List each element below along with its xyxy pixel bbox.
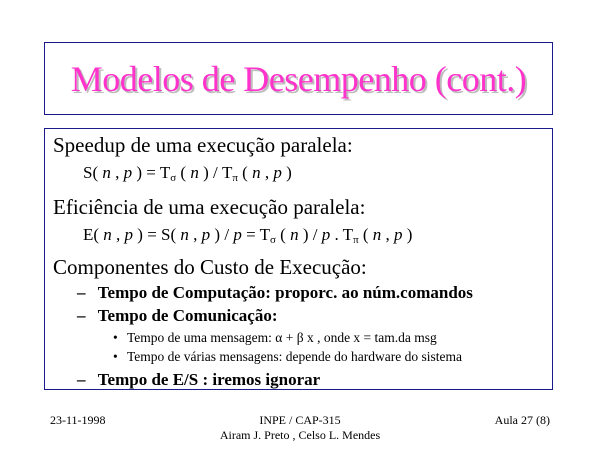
formula-efficiency <box>83 225 412 246</box>
dash-mark: – <box>77 370 86 389</box>
formula-subscript: σ <box>269 234 276 246</box>
item-text: Tempo de Comunicação: <box>97 306 278 325</box>
formula-var: n <box>372 225 382 244</box>
formula-var: p <box>394 225 403 244</box>
list-item-communication <box>77 306 278 326</box>
formula-text: ) / T <box>203 163 233 182</box>
formula-subscript: σ <box>170 172 177 184</box>
formula-var: n <box>290 225 299 244</box>
title-box <box>44 42 553 115</box>
formula-text: ) / <box>302 225 318 244</box>
slide-title: Modelos de Desempenho (cont.) <box>70 58 527 99</box>
formula-text: E( <box>83 225 100 244</box>
formula-text: , <box>115 163 120 182</box>
formula-text: = T <box>246 225 270 244</box>
dash-mark: – <box>77 306 86 325</box>
item-text: Tempo de E/S : iremos ignorar <box>97 370 321 389</box>
formula-var: n <box>180 225 189 244</box>
dash-mark: – <box>77 283 86 302</box>
formula-text: ) = T <box>136 163 171 182</box>
list-item-msg-single <box>113 330 437 346</box>
item-text: Tempo de Computação: proporc. ao núm.comandos <box>97 283 473 302</box>
heading-speedup: Speedup de uma execução paralela: <box>53 133 353 157</box>
formula-var: n <box>102 163 111 182</box>
item-text: Tempo de várias mensagens: depende do hardware do sistema <box>127 349 462 364</box>
formula-var: p <box>124 225 134 244</box>
formula-text: , <box>264 163 270 182</box>
formula-var: n <box>190 163 199 182</box>
footer-lecture: Aula 27 (8) <box>494 413 550 427</box>
heading-efficiency: Eficiência de uma execução paralela: <box>53 195 366 219</box>
formula-var: n <box>252 163 261 182</box>
heading-components: Componentes do Custo de Execução: <box>53 255 367 279</box>
formula-text: , <box>385 225 390 244</box>
item-text: Tempo de uma mensagem: α + β x , onde x = tam.da msg <box>127 330 437 345</box>
formula-text: , <box>193 225 198 244</box>
formula-speedup <box>83 163 292 184</box>
footer-date: 23-11-1998 <box>50 413 106 427</box>
formula-text: ) = S( <box>137 225 177 244</box>
formula-text: S( <box>83 163 99 182</box>
formula-var: p <box>273 163 282 182</box>
formula-var: p <box>321 225 331 244</box>
formula-text: ( <box>242 163 248 182</box>
formula-text: ( <box>280 225 286 244</box>
formula-text: , <box>116 225 121 244</box>
formula-text: ) <box>286 163 292 182</box>
formula-text: ) / <box>214 225 230 244</box>
list-item-computation <box>77 283 473 303</box>
formula-var: p <box>201 225 211 244</box>
list-item-io <box>77 370 320 390</box>
formula-var: p <box>123 163 133 182</box>
footer-authors: Airam J. Preto , Celso L. Mendes <box>219 428 381 442</box>
formula-text: ) <box>406 225 413 244</box>
content-box <box>44 128 553 390</box>
footer-org: INPE / CAP-315 <box>259 413 341 427</box>
formula-subscript: π <box>353 234 359 246</box>
formula-text: ( <box>180 163 187 182</box>
formula-var: n <box>103 225 112 244</box>
formula-var: p <box>233 225 242 244</box>
bullet-mark: • <box>113 349 118 364</box>
bullet-mark: • <box>113 330 118 345</box>
formula-text: ( <box>362 225 369 244</box>
list-item-msg-multiple <box>113 349 462 365</box>
formula-text: . T <box>334 225 354 244</box>
formula-subscript: π <box>232 172 238 184</box>
